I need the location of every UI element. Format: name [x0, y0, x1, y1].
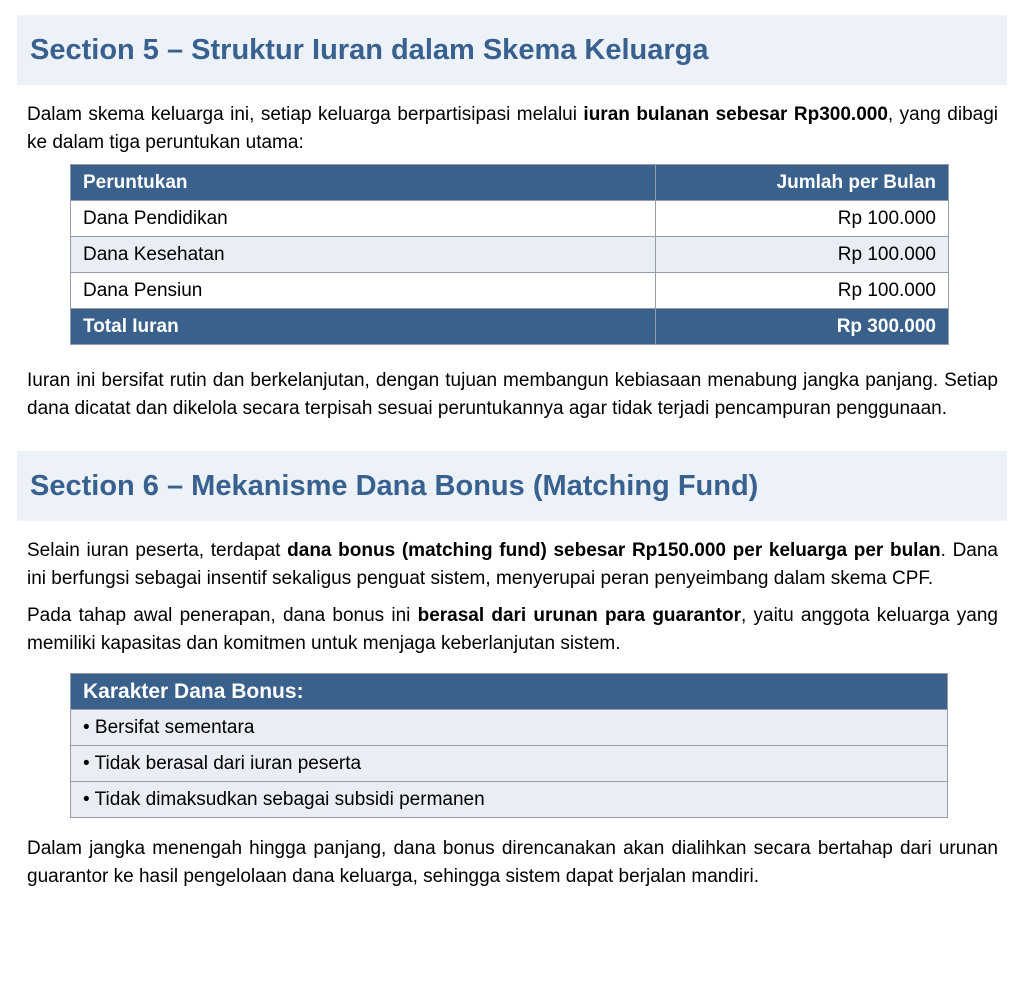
- section-6-paragraph-1: [27, 537, 998, 593]
- row-label: Dana Pendidikan: [71, 201, 656, 237]
- bonus-table-header: Karakter Dana Bonus:: [71, 674, 948, 710]
- section-6-paragraph-2: [27, 602, 998, 658]
- para-text-normal: Selain iuran peserta, terdapat: [27, 540, 288, 561]
- table-row-total: [71, 309, 949, 345]
- intro-text-normal: Dalam skema keluarga ini, setiap keluarga berpartisipasi melalui: [27, 104, 584, 125]
- total-value: Rp 300.000: [656, 309, 949, 345]
- para-text-normal: Pada tahap awal penerapan, dana bonus ini: [27, 605, 418, 626]
- column-header-peruntukan: Peruntukan: [71, 165, 656, 201]
- section-5-outro-paragraph: Iuran ini bersifat rutin dan berkelanjutan, dengan tujuan membangun kebiasaan menabung jangka panjang. Setiap dana dicatat dan dikelola secara terpisah sesuai peruntukannya agar tidak terjadi pencampuran penggunaan.: [27, 370, 998, 419]
- table-row: [71, 746, 948, 782]
- table-row: [71, 710, 948, 746]
- bonus-character-table: [70, 673, 948, 818]
- table-header-row: [71, 674, 948, 710]
- section-5: [0, 15, 1024, 423]
- document-page: [0, 15, 1024, 891]
- row-label: Dana Pensiun: [71, 273, 656, 309]
- para-text-normal: . Dana ini berfungsi sebagai insentif sekaligus penguat sistem, menyerupai peran penyeimbang dalam skema CPF.: [27, 540, 999, 589]
- row-value: Rp 100.000: [656, 201, 949, 237]
- column-header-jumlah-per-bulan: Jumlah per Bulan: [656, 165, 949, 201]
- table-row: [71, 273, 949, 309]
- para-text-bold: dana bonus (matching fund) sebesar Rp150.000 per keluarga per bulan: [287, 540, 941, 561]
- table-row: [71, 201, 949, 237]
- table-row: [71, 782, 948, 818]
- bonus-item: • Tidak berasal dari iuran peserta: [71, 746, 948, 782]
- section-6-outro-paragraph: Dalam jangka menengah hingga panjang, dana bonus direncanakan akan dialihkan secara bertahap dari urunan guarantor ke hasil pengelolaan dana keluarga, sehingga sistem dapat berjalan mandiri.: [27, 838, 998, 887]
- section-5-heading-bar: [17, 15, 1007, 85]
- intro-text-normal: , yang dibagi ke dalam tiga peruntukan utama:: [27, 104, 998, 153]
- bonus-item: • Tidak dimaksudkan sebagai subsidi permanen: [71, 782, 948, 818]
- section-5-title: Section 5 – Struktur Iuran dalam Skema Keluarga: [30, 33, 709, 66]
- row-label: Dana Kesehatan: [71, 237, 656, 273]
- row-value: Rp 100.000: [656, 273, 949, 309]
- intro-text-bold: iuran bulanan sebesar Rp300.000: [583, 104, 888, 125]
- table-row: [71, 237, 949, 273]
- section-5-intro-paragraph: [27, 101, 998, 157]
- contribution-table: [70, 164, 949, 345]
- table-header-row: [71, 165, 949, 201]
- section-6: [0, 451, 1024, 891]
- section-6-title: Section 6 – Mekanisme Dana Bonus (Matching Fund): [30, 469, 759, 502]
- bonus-item: • Bersifat sementara: [71, 710, 948, 746]
- para-text-bold: berasal dari urunan para guarantor: [417, 605, 742, 626]
- row-value: Rp 100.000: [656, 237, 949, 273]
- para-text-normal: , yaitu anggota keluarga yang memiliki kapasitas dan komitmen untuk menjaga keberlanjutan sistem.: [27, 605, 999, 654]
- section-6-heading-bar: [17, 451, 1007, 521]
- total-label: Total Iuran: [71, 309, 656, 345]
